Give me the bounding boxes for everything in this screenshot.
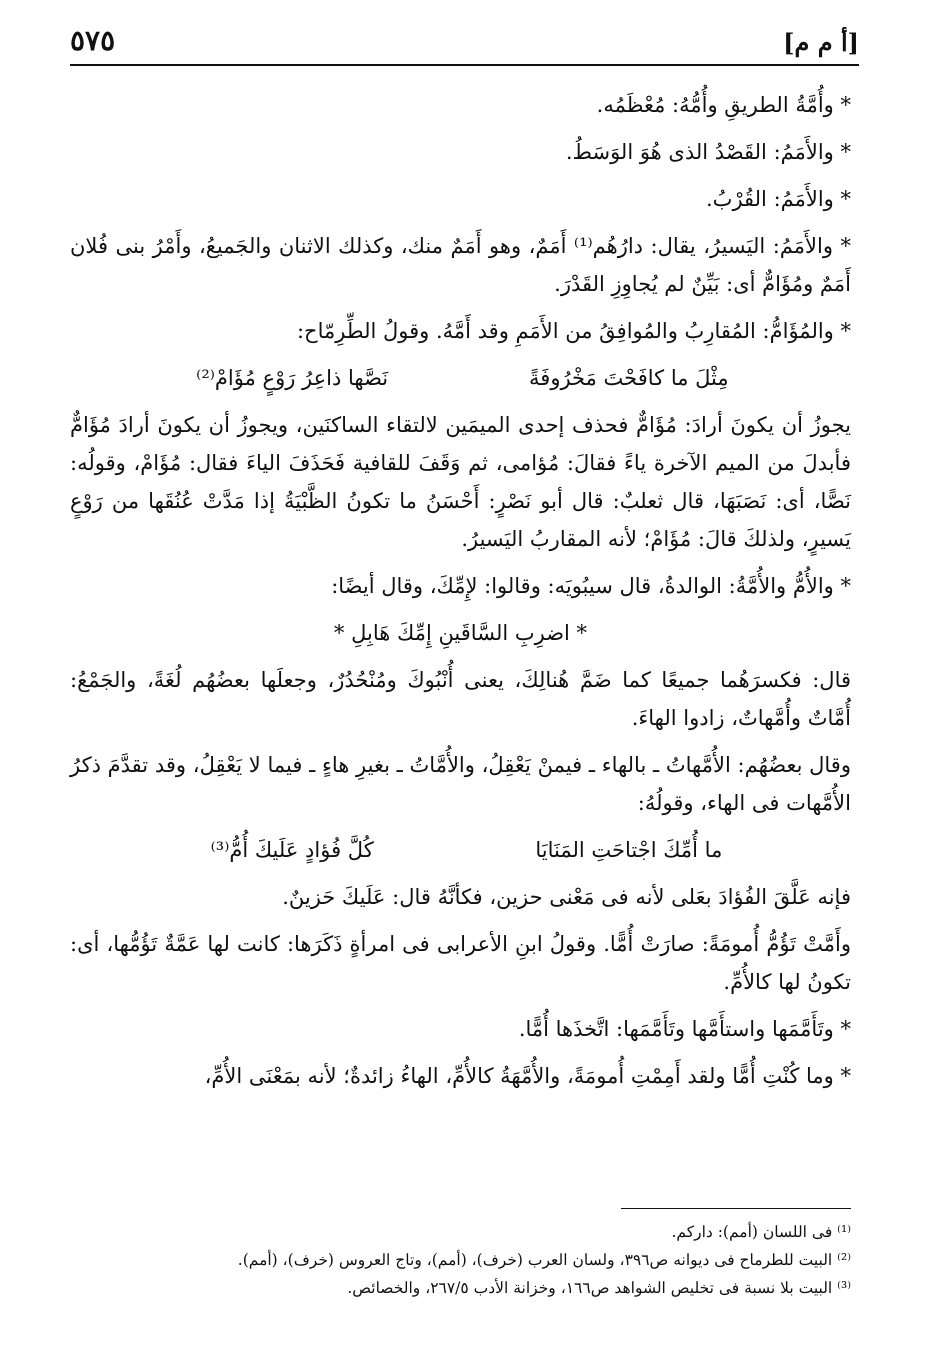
verse-hemistich-second: نَصَّها ذاعِرُ رَوْعٍ مُؤَامْ⁽²⁾: [196, 366, 389, 390]
footnote: ⁽¹⁾ فى اللسان (أمم): داركم.: [671, 1223, 851, 1241]
verse-hemistich-first: ما أُمِّكَ اجْتاحَتِ المَنَايَا: [535, 838, 723, 862]
paragraph: * وأُمَّةُ الطريقِ وأُمُّهُ: مُعْظَمُه.: [596, 93, 851, 117]
paragraph: قال: فكسرَهُما جميعًا كما ضَمَّ هُنالِكَ، يعنى أُنْبُوكَ ومُنْحُدُرٌ، وجعلَها بعضُهُم لُغَةً، والجَمْعُ: أُمَّاتٌ وأُمَّهاتٌ، زادوا الهاءَ.: [70, 668, 851, 730]
verse-hemistich-first: مِثْلَ ما كافَحْتَ مَخْرُوفَةً: [529, 366, 729, 390]
verse-line: [70, 359, 851, 397]
paragraph: وأَمَّتْ تَؤُمُّ أُمومَةً: صارَتْ أُمًّا. وقولُ ابنِ الأعرابى فى امرأةٍ ذَكَرَها: كانت لها عَمَّةٌ تَؤُمُّها، أى: تكونُ لها كالأُمِّ.: [70, 932, 851, 994]
verse-hemistich-single: * اضرِبِ السَّاقَينِ إِمِّكَ هَابِلِ *: [333, 621, 588, 645]
main-text: [70, 86, 851, 1104]
paragraph: فإنه عَلَّقَ الفُؤادَ بعَلى لأنه فى مَعْنى حزين، فكأنَّهُ قال: عَلَيكَ حَزينٌ.: [282, 885, 851, 909]
footnotes: [80, 1218, 851, 1302]
paragraph: * وما كُنْتِ أُمًّا ولقد أَمِمْتِ أُمومَةً، والأُمَّهَةُ كالأُمِّ، الهاءُ زائدةٌ؛ لأنه بمَعْنَى الأُمِّ،: [204, 1064, 851, 1088]
paragraph: * والمُؤَامُّ: المُقارِبُ والمُوافِقُ من الأَمَمِ وقد أَمَّهُ. وقولُ الطِّرِمّاح:: [296, 319, 851, 343]
verse-line: [70, 831, 851, 869]
paragraph: * والأَمَمُ: اليَسيرُ، يقال: دارُهُم⁽¹⁾ أَمَمٌ، وهو أَمَمٌ منك، وكذلك الاثنان والجَميعُ، وأَمْرُ بنى فُلان أَمَمٌ ومُؤَامٌّ أى: بَيِّنٌ لم يُجاوِزِ القَدْرَ.: [70, 234, 851, 296]
footnote: ⁽³⁾ البيت بلا نسبة فى تخليص الشواهد ص١٦٦، وخزانة الأدب ٢٦٧/٥، والخصائص.: [347, 1279, 851, 1297]
header-rule: [70, 64, 859, 66]
footnote-rule: [621, 1208, 851, 1209]
page-number: ٥٧٥: [70, 24, 116, 57]
running-head: [أ م م]: [783, 28, 859, 57]
paragraph: * والأُمُّ والأُمَّةُ: الوالدةُ، قال سيبُويَه: وقالوا: لإِمِّكَ، وقال أيضًا:: [331, 574, 851, 598]
paragraph: * وتَأَمَّمَها واستأَمَّها وتَأَمَّمَها: اتَّخذَها أُمًّا.: [518, 1017, 851, 1041]
footnote: ⁽²⁾ البيت للطرماح فى ديوانه ص٣٩٦، ولسان العرب (خرف)، (أمم)، وتاج العروس (خرف)، (أمم).: [237, 1251, 851, 1269]
verse-hemistich-second: كُلَّ فُؤادٍ عَلَيكَ أُمُّ⁽³⁾: [210, 838, 374, 862]
paragraph: * والأَمَمُ: القُرْبُ.: [706, 187, 851, 211]
paragraph: وقال بعضُهُم: الأُمَّهاتُ ـ بالهاء ـ فيمنْ يَعْقِلُ، والأُمَّاتُ ـ بغيرِ هاءٍ ـ فيما لا يَعْقِلُ، وقد تقدَّمَ ذكرُ الأُمَّهات فى الهاء، وقولُهُ:: [70, 753, 851, 815]
page-header: [70, 24, 859, 64]
paragraph: * والأَمَمُ: القَصْدُ الذى هُوَ الوَسَطُ.: [565, 140, 851, 164]
paragraph: يجوزُ أن يكونَ أرادَ: مُؤَامٌّ فحذف إحدى الميمَين لالتقاء الساكنَين، ويجوزُ أن يكونَ أرادَ مُؤَامٌّ فأبدلَ من الميم الآخرة ياءً فقالَ: مُؤامى، ثم وَقَفَ للقافية فَحَذَفَ الياءَ فقال: مُؤَامْ، وقولُه: نَصًّا، أى: نَصَبَهَا، قال ثعلبٌ: قال أبو نَصْرٍ: أَحْسَنُ ما تكونُ الظَّبْيَةُ إذا مَدَّتْ عُنُقَها من رَوْعٍ يَسيرٍ، ولذلكَ قالَ: مُؤَامْ؛ لأنه المقاربُ اليَسيرُ.: [70, 413, 851, 551]
